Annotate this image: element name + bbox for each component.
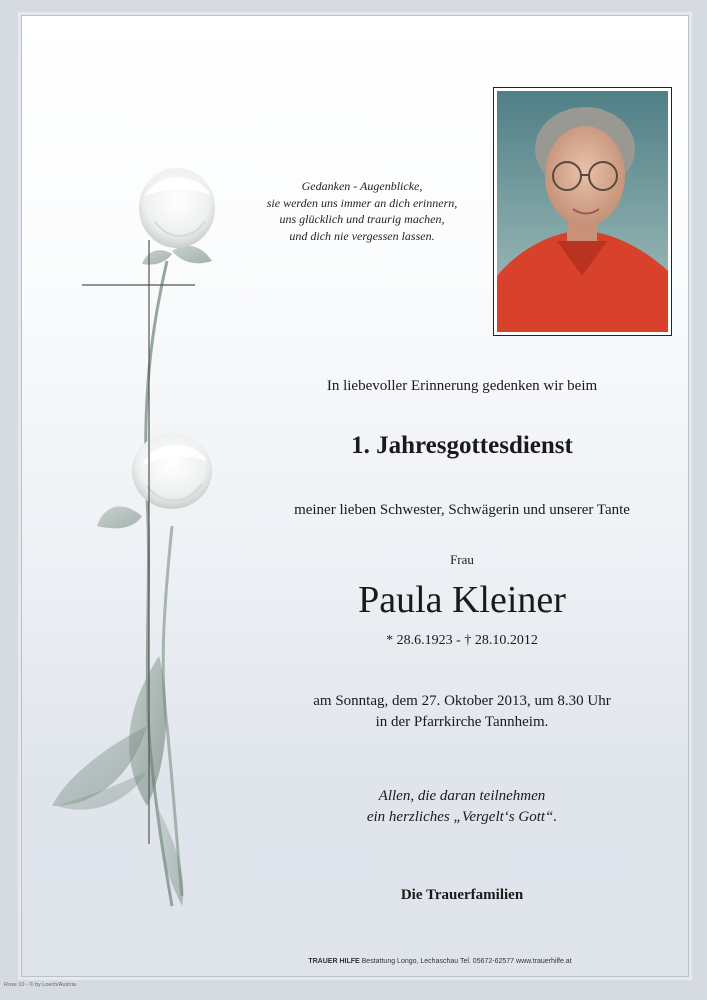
parte-card <box>21 15 689 977</box>
relation-text: meiner lieben Schwester, Schwägerin und unserer Tante <box>294 502 630 518</box>
footer-contact: Bestattung Longo, Lechaschau Tel. 05672-62577 www.trauerhilfe.at <box>359 958 572 965</box>
thanks-line: ein herzliches „Vergelt‘s Gott“. <box>366 809 558 825</box>
families-signature: Die Trauerfamilien <box>400 887 524 903</box>
portrait-photo <box>497 91 668 332</box>
poem-line: Gedanken - Augenblicke, <box>301 179 423 193</box>
mass-details <box>252 691 672 733</box>
poem-line: uns glücklich und traurig machen, <box>279 212 445 226</box>
image-credit: Rose 10 - © by Loech/Austria <box>4 982 76 988</box>
funeral-home-footer <box>230 958 650 965</box>
service-title: 1. Jahresgottesdienst <box>351 432 573 459</box>
poem-line: und dich nie vergessen lassen. <box>289 228 435 243</box>
deceased-name: Paula Kleiner <box>358 579 566 621</box>
mass-location-line: in der Pfarrkirche Tannheim. <box>375 714 549 730</box>
intro-text: In liebevoller Erinnerung gedenken wir beim <box>326 378 598 394</box>
footer-brand: TRAUER HILFE <box>308 958 360 965</box>
rose-cross-illustration <box>47 166 247 926</box>
thanks-line: Allen, die daran teilnehmen <box>378 788 546 804</box>
memorial-poem <box>244 178 480 244</box>
salutation: Frau <box>450 552 474 567</box>
life-dates: * 28.6.1923 - † 28.10.2012 <box>386 633 538 648</box>
portrait-frame <box>493 87 672 336</box>
thanks-text <box>252 786 672 828</box>
poem-line: sie werden uns immer an dich erinnern, <box>266 195 458 210</box>
mass-date-line: am Sonntag, dem 27. Oktober 2013, um 8.30 Uhr <box>313 693 611 709</box>
